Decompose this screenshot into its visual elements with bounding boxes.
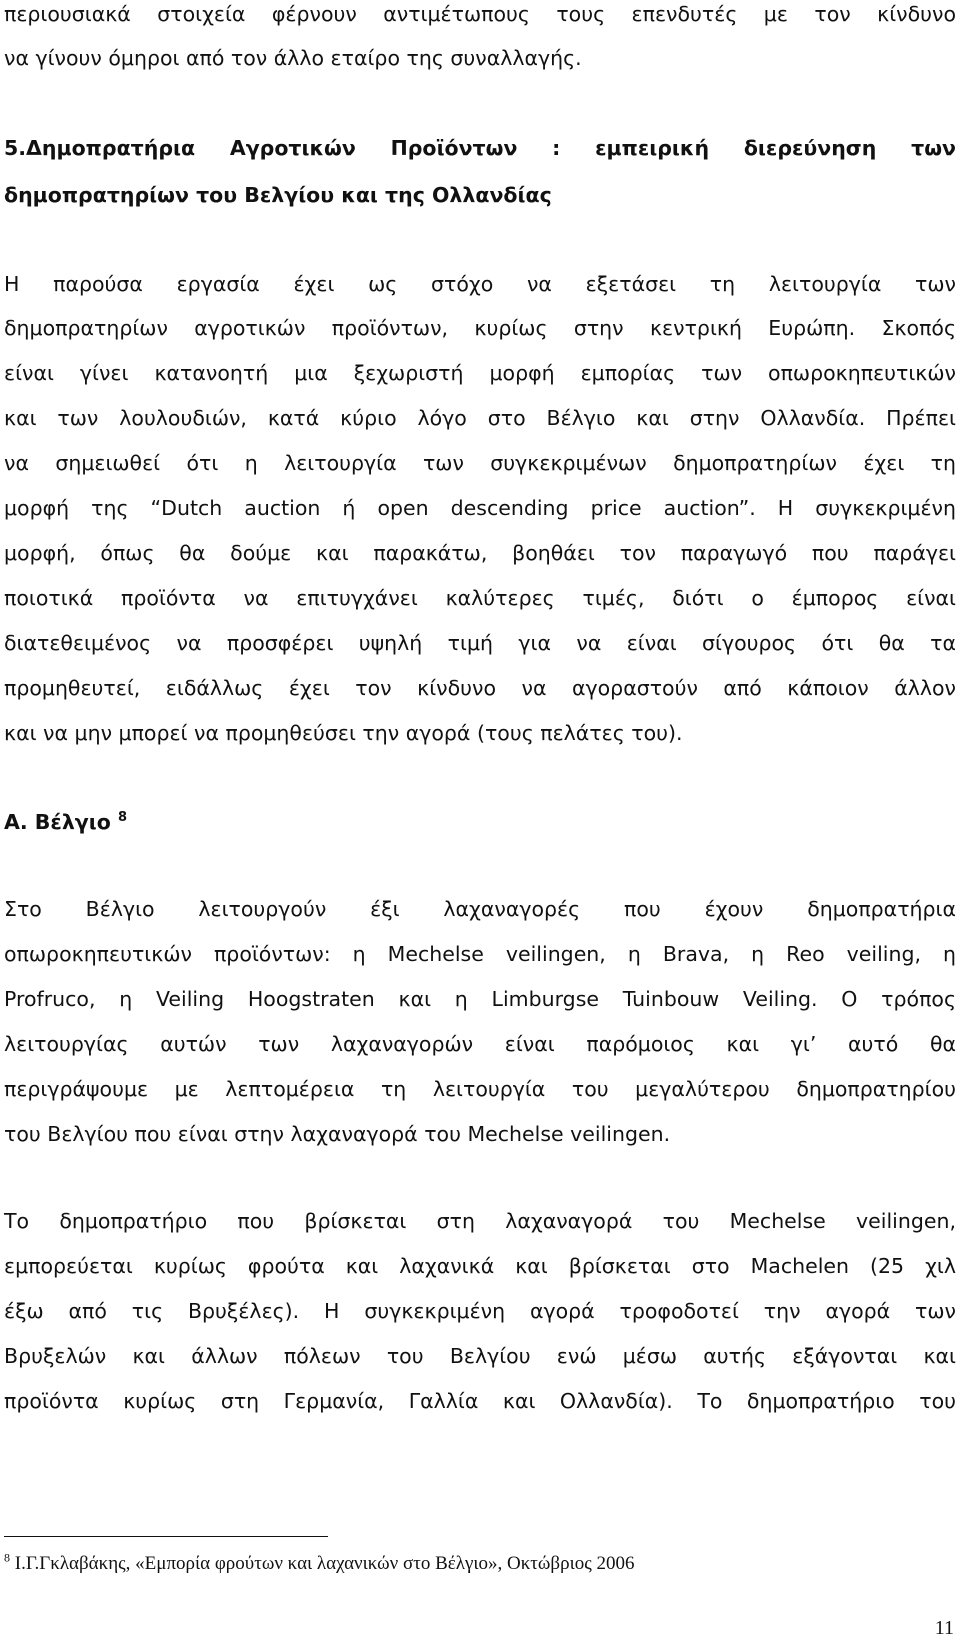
footnote [4,1552,634,1576]
paragraph-line: δημοπρατηρίων αγροτικών προϊόντων, κυρίως στην κεντρική Ευρώπη. Σκοπός [4,316,956,340]
paragraph-line: ποιοτικά προϊόντα να επιτυγχάνει καλύτερες τιμές, διότι ο έμπορος είναι [4,586,956,610]
paragraph-line: Profruco, η Veiling Hoogstraten και η Limburgse Tuinbouw Veiling. Ο τρόπος [4,987,956,1011]
paragraph-line: Βρυξελών και άλλων πόλεων του Βελγίου ενώ μέσω αυτής εξάγονται και [4,1344,956,1368]
footnote-reference: 8 [117,810,128,826]
intro-line: να γίνουν όμηροι από τον άλλο εταίρο της συναλλαγής. [4,46,582,70]
intro-line: περιουσιακά στοιχεία φέρνουν αντιμέτωπους τους επενδυτές με τον κίνδυνο [4,2,956,26]
paragraph-line: προϊόντα κυρίως στη Γερμανία, Γαλλία και Ολλανδία). Το δημοπρατήριο του [4,1389,956,1413]
paragraph-line: μορφή της “Dutch auction ή open descending price auction”. Η συγκεκριμένη [4,496,956,520]
paragraph-line: Στο Βέλγιο λειτουργούν έξι λαχαναγορές που έχουν δημοπρατήρια [4,897,956,921]
footnote-text: Ι.Γ.Γκλαβάκης, «Εμπορία φρούτων και λαχανικών στο Βέλγιο», Οκτώβριος 2006 [10,1553,635,1574]
paragraph-line: μορφή, όπως θα δούμε και παρακάτω, βοηθάει τον παραγωγό που παράγει [4,541,956,565]
paragraph-line: έξω από τις Βρυξέλες). Η συγκεκριμένη αγορά τροφοδοτεί την αγορά των [4,1299,956,1323]
paragraph-line: εμπορεύεται κυρίως φρούτα και λαχανικά και βρίσκεται στο Machelen (25 χιλ [4,1254,956,1278]
paragraph-line: οπωροκηπευτικών προϊόντων: η Mechelse veilingen, η Brava, η Reo veiling, η [4,942,956,966]
paragraph-line: είναι γίνει κατανοητή μια ξεχωριστή μορφή εμπορίας των οπωροκηπευτικών [4,361,956,385]
paragraph-line: να σημειωθεί ότι η λειτουργία των συγκεκριμένων δημοπρατηρίων έχει τη [4,451,956,475]
footnote-separator [4,1536,328,1537]
paragraph-line: προμηθευτεί, ειδάλλως έχει τον κίνδυνο να αγοραστούν από κάποιον άλλον [4,676,956,700]
paragraph-line: του Βελγίου που είναι στην λαχαναγορά του Mechelse veilingen. [4,1122,671,1146]
page-number: 11 [934,1617,954,1639]
paragraph-line: Το δημοπρατήριο που βρίσκεται στη λαχαναγορά του Mechelse veilingen, [4,1209,956,1233]
section-a-heading [4,808,127,836]
section-a-heading-text: Α. Βέλγιο [4,810,111,834]
paragraph-line: και των λουλουδιών, κατά κύριο λόγο στο Βέλγιο και στην Ολλανδία. Πρέπει [4,406,956,430]
paragraph-line: λειτουργίας αυτών των λαχαναγορών είναι παρόμοιος και γι’ αυτό θα [4,1032,956,1056]
paragraph-line: περιγράψουμε με λεπτομέρεια τη λειτουργία του μεγαλύτερου δημοπρατηρίου [4,1077,956,1101]
paragraph-line: διατεθειμένος να προσφέρει υψηλή τιμή για να είναι σίγουρος ότι θα τα [4,631,956,655]
paragraph-line: Η παρούσα εργασία έχει ως στόχο να εξετάσει τη λειτουργία των [4,272,956,296]
section-5-heading-line: δημοπρατηρίων του Βελγίου και της Ολλανδίας [4,183,552,207]
section-5-heading-line: 5.Δημοπρατήρια Αγροτικών Προϊόντων : εμπειρική διερεύνηση των [4,136,956,160]
footnote-number: 8 [4,1550,10,1565]
paragraph-line: και να μην μπορεί να προμηθεύσει την αγορά (τους πελάτες του). [4,721,683,745]
